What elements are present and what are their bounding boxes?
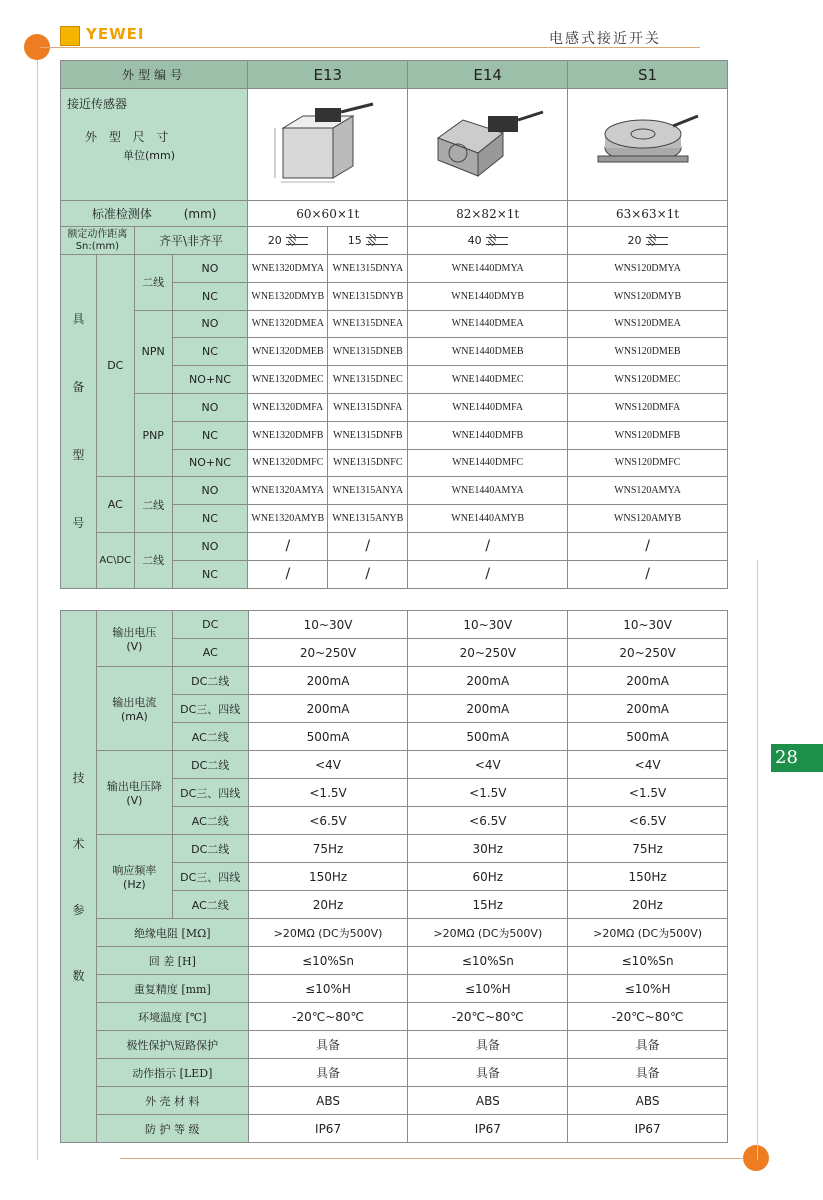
output-type: NC: [172, 282, 248, 310]
spec-value: ≤10%H: [408, 975, 568, 1003]
spec-value: <1.5V: [408, 779, 568, 807]
model-cell: WNE1320DMYA: [248, 255, 328, 283]
output-type: NO: [172, 393, 248, 421]
output-type: NO: [172, 310, 248, 338]
group-char: 型: [72, 448, 85, 463]
dims-label: 接近传感器: [67, 97, 128, 111]
left-rule: [37, 60, 38, 1160]
col-header-label: 外型编号: [61, 61, 248, 89]
model-cell: WNE1440DMYB: [408, 282, 568, 310]
tech-group-label: [61, 611, 97, 1143]
spec-value: 具备: [568, 1031, 728, 1059]
spec-value: 500mA: [248, 723, 408, 751]
spec-value: ABS: [248, 1087, 408, 1115]
misc-label: 重复精度 [mm]: [96, 975, 248, 1003]
output-type: NC: [172, 560, 248, 588]
iout-unit: (mA): [120, 710, 148, 723]
iout-label: [96, 667, 172, 751]
detect-label: 标准检测体: [91, 207, 152, 221]
dims-unit: 单位(mm): [123, 149, 176, 162]
nonflush-symbol-icon: [366, 237, 388, 245]
spec-value: ABS: [568, 1087, 728, 1115]
output-type: NO: [172, 255, 248, 283]
output-type: NO+NC: [172, 366, 248, 394]
model-cell: WNE1320AMYA: [248, 477, 328, 505]
spec-sub: DC二线: [172, 835, 248, 863]
model-cell: /: [248, 560, 328, 588]
spec-value: 30Hz: [408, 835, 568, 863]
spec-value: <1.5V: [568, 779, 728, 807]
spec-value: <6.5V: [248, 807, 408, 835]
model-e14: E14: [408, 61, 568, 89]
model-cell: WNE1315DNYB: [328, 282, 408, 310]
s1-drawing-icon: [578, 98, 718, 188]
spec-sub: AC二线: [172, 723, 248, 751]
spec-value: 具备: [408, 1031, 568, 1059]
model-cell: WNE1320DMEC: [248, 366, 328, 394]
sn-e14: [408, 227, 568, 255]
page-number: 28: [771, 744, 823, 772]
model-cell: WNS120AMYB: [568, 505, 728, 533]
model-cell: WNE1440DMEC: [408, 366, 568, 394]
spec-value: 200mA: [408, 667, 568, 695]
misc-label: 外 壳 材 料: [96, 1087, 248, 1115]
spec-value: ≤10%Sn: [568, 947, 728, 975]
model-table: [60, 60, 728, 589]
spec-value: 10~30V: [408, 611, 568, 639]
model-cell: WNE1315DNEA: [328, 310, 408, 338]
model-cell: WNE1315DNYA: [328, 255, 408, 283]
detect-e14: 82×82×1t: [408, 201, 568, 227]
spec-value: ABS: [408, 1087, 568, 1115]
e14-drawing-icon: [418, 98, 558, 188]
footer-rule: [120, 1158, 744, 1159]
spec-value: <4V: [408, 751, 568, 779]
spec-value: 具备: [408, 1059, 568, 1087]
misc-label: 极性保护\短路保护: [96, 1031, 248, 1059]
spec-sub: AC: [172, 639, 248, 667]
output-type: NO: [172, 532, 248, 560]
output-type: NC: [172, 505, 248, 533]
spec-sub: DC: [172, 611, 248, 639]
flush-label: 齐平\非齐平: [134, 227, 248, 255]
flush-symbol-icon: [646, 237, 668, 245]
flush-symbol-icon: [286, 237, 308, 245]
spec-value: 200mA: [568, 667, 728, 695]
model-cell: WNE1320DMEB: [248, 338, 328, 366]
sn-value: 20: [267, 234, 282, 247]
sn-s1: [568, 227, 728, 255]
spec-value: ≤10%Sn: [408, 947, 568, 975]
right-rule: [757, 560, 758, 1160]
group-char: 数: [72, 968, 85, 983]
model-cell: WNE1440DMFC: [408, 449, 568, 477]
model-cell: WNS120DMEC: [568, 366, 728, 394]
output-type: NO+NC: [172, 449, 248, 477]
vout-unit: (V): [126, 640, 143, 653]
model-cell: WNS120DMYB: [568, 282, 728, 310]
group-char: 技: [72, 770, 85, 785]
model-cell: WNE1315DNEC: [328, 366, 408, 394]
model-cell: /: [328, 532, 408, 560]
spec-sub: AC二线: [172, 807, 248, 835]
model-cell: WNE1320DMFB: [248, 421, 328, 449]
detect-s1: 63×63×1t: [568, 201, 728, 227]
model-cell: /: [408, 560, 568, 588]
spec-value: IP67: [568, 1115, 728, 1143]
two-wire-label: 二线: [134, 477, 172, 533]
two-wire-label: 二线: [134, 255, 172, 311]
model-cell: WNE1315DNFA: [328, 393, 408, 421]
spec-value: ≤10%Sn: [248, 947, 408, 975]
spec-value: 500mA: [568, 723, 728, 751]
model-cell: WNE1315DNFC: [328, 449, 408, 477]
drawing-s1: [568, 89, 728, 201]
freq-label: [96, 835, 172, 919]
model-cell: /: [328, 560, 408, 588]
model-cell: WNE1440AMYA: [408, 477, 568, 505]
brand-name: YEWEI: [86, 25, 145, 43]
acdc-label: AC\DC: [96, 532, 134, 588]
two-wire-label: 二线: [134, 532, 172, 588]
spec-sub: DC二线: [172, 751, 248, 779]
detect-e13: 60×60×1t: [248, 201, 408, 227]
spec-value: 200mA: [248, 667, 408, 695]
model-cell: WNE1440DMFB: [408, 421, 568, 449]
spec-value: 150Hz: [248, 863, 408, 891]
model-cell: WNS120DMFC: [568, 449, 728, 477]
detect-unit: (mm): [183, 207, 217, 221]
model-cell: /: [248, 532, 328, 560]
spec-value: 60Hz: [408, 863, 568, 891]
group-char: 参: [72, 902, 85, 917]
spec-sub: AC二线: [172, 891, 248, 919]
group-char: 术: [72, 836, 85, 851]
flush-symbol-icon: [486, 237, 508, 245]
spec-sub: DC三、四线: [172, 695, 248, 723]
sn-value: 40: [467, 234, 482, 247]
vout-title: 输出电压: [112, 626, 157, 639]
model-cell: WNE1315ANYA: [328, 477, 408, 505]
spec-value: <1.5V: [248, 779, 408, 807]
spec-value: 200mA: [568, 695, 728, 723]
brand-logo-icon: [60, 26, 80, 46]
model-cell: WNE1320AMYB: [248, 505, 328, 533]
sn-e13-nonflush: [328, 227, 408, 255]
drawing-e14: [408, 89, 568, 201]
sn-value: 15: [347, 234, 362, 247]
misc-label: 绝缘电阻 [MΩ]: [96, 919, 248, 947]
spec-value: 75Hz: [248, 835, 408, 863]
ac-label: AC: [96, 477, 134, 533]
spec-value: 20~250V: [568, 639, 728, 667]
spec-value: 具备: [568, 1059, 728, 1087]
spec-value: IP67: [248, 1115, 408, 1143]
dims-label-cell: [61, 89, 248, 201]
model-cell: /: [408, 532, 568, 560]
detect-label-cell: [61, 201, 248, 227]
model-cell: WNE1315DNFB: [328, 421, 408, 449]
vdrop-title: 输出电压降: [106, 780, 162, 793]
model-cell: WNE1320DMFC: [248, 449, 328, 477]
model-cell: WNS120DMEB: [568, 338, 728, 366]
model-cell: WNE1320DMFA: [248, 393, 328, 421]
spec-value: 200mA: [248, 695, 408, 723]
spec-value: >20MΩ (DC为500V): [408, 919, 568, 947]
model-cell: WNE1440DMFA: [408, 393, 568, 421]
model-e13: E13: [248, 61, 408, 89]
spec-value: >20MΩ (DC为500V): [248, 919, 408, 947]
orange-dot-bottom: [743, 1145, 769, 1171]
misc-label: 动作指示 [LED]: [96, 1059, 248, 1087]
vdrop-label: [96, 751, 172, 835]
dims-label2: 外 型 尺 寸: [85, 130, 173, 144]
spec-value: ≤10%H: [568, 975, 728, 1003]
sn-value: 20: [627, 234, 642, 247]
spec-value: <6.5V: [408, 807, 568, 835]
group-char: 备: [72, 380, 85, 395]
sn-label: 额定动作距离: [67, 228, 128, 240]
spec-value: 20~250V: [408, 639, 568, 667]
model-s1: S1: [568, 61, 728, 89]
misc-label: 防 护 等 级: [96, 1115, 248, 1143]
freq-title: 响应频率: [112, 864, 157, 877]
model-cell: WNE1320DMYB: [248, 282, 328, 310]
model-cell: WNE1440DMYA: [408, 255, 568, 283]
spec-value: IP67: [408, 1115, 568, 1143]
spec-value: 200mA: [408, 695, 568, 723]
drawing-e13: [248, 89, 408, 201]
spec-value: -20℃~80℃: [408, 1003, 568, 1031]
spec-value: 75Hz: [568, 835, 728, 863]
sn-label-cell: [61, 227, 135, 255]
model-cell: WNE1440DMEA: [408, 310, 568, 338]
spec-value: 10~30V: [568, 611, 728, 639]
spec-value: <6.5V: [568, 807, 728, 835]
model-cell: WNS120AMYA: [568, 477, 728, 505]
model-cell: WNE1315ANYB: [328, 505, 408, 533]
group-label-cell: [61, 255, 97, 589]
model-cell: /: [568, 532, 728, 560]
e13-drawing-icon: [253, 98, 403, 188]
model-cell: /: [568, 560, 728, 588]
output-type: NC: [172, 421, 248, 449]
vout-label: [96, 611, 172, 667]
spec-value: 500mA: [408, 723, 568, 751]
model-cell: WNE1440DMEB: [408, 338, 568, 366]
tech-spec-table: [60, 610, 728, 1143]
spec-sub: DC三、四线: [172, 863, 248, 891]
spec-sub: DC三、四线: [172, 779, 248, 807]
spec-value: 20Hz: [248, 891, 408, 919]
model-cell: WNE1315DNEB: [328, 338, 408, 366]
iout-title: 输出电流: [112, 696, 157, 709]
spec-value: 20~250V: [248, 639, 408, 667]
spec-sub: DC二线: [172, 667, 248, 695]
spec-value: 10~30V: [248, 611, 408, 639]
output-type: NO: [172, 477, 248, 505]
npn-label: NPN: [134, 310, 172, 393]
spec-value: 具备: [248, 1031, 408, 1059]
model-cell: WNS120DMYA: [568, 255, 728, 283]
spec-value: >20MΩ (DC为500V): [568, 919, 728, 947]
freq-unit: (Hz): [123, 878, 146, 891]
pnp-label: PNP: [134, 393, 172, 476]
spec-value: 150Hz: [568, 863, 728, 891]
output-type: NC: [172, 338, 248, 366]
model-cell: WNE1440AMYB: [408, 505, 568, 533]
sn-unit: Sn:(mm): [75, 240, 120, 252]
group-char: 号: [72, 516, 85, 531]
spec-value: 20Hz: [568, 891, 728, 919]
model-cell: WNS120DMFA: [568, 393, 728, 421]
spec-value: <4V: [568, 751, 728, 779]
spec-value: <4V: [248, 751, 408, 779]
spec-value: -20℃~80℃: [568, 1003, 728, 1031]
misc-label: 环境温度 [℃]: [96, 1003, 248, 1031]
dc-label: DC: [96, 255, 134, 477]
model-cell: WNS120DMFB: [568, 421, 728, 449]
spec-value: 具备: [248, 1059, 408, 1087]
spec-value: ≤10%H: [248, 975, 408, 1003]
document-title: 电感式接近开关: [549, 31, 661, 47]
vdrop-unit: (V): [126, 794, 143, 807]
spec-value: 15Hz: [408, 891, 568, 919]
model-cell: WNS120DMEA: [568, 310, 728, 338]
model-cell: WNE1320DMEA: [248, 310, 328, 338]
spec-value: -20℃~80℃: [248, 1003, 408, 1031]
misc-label: 回 差 [H]: [96, 947, 248, 975]
group-char: 具: [72, 312, 85, 327]
sn-e13-flush: [248, 227, 328, 255]
